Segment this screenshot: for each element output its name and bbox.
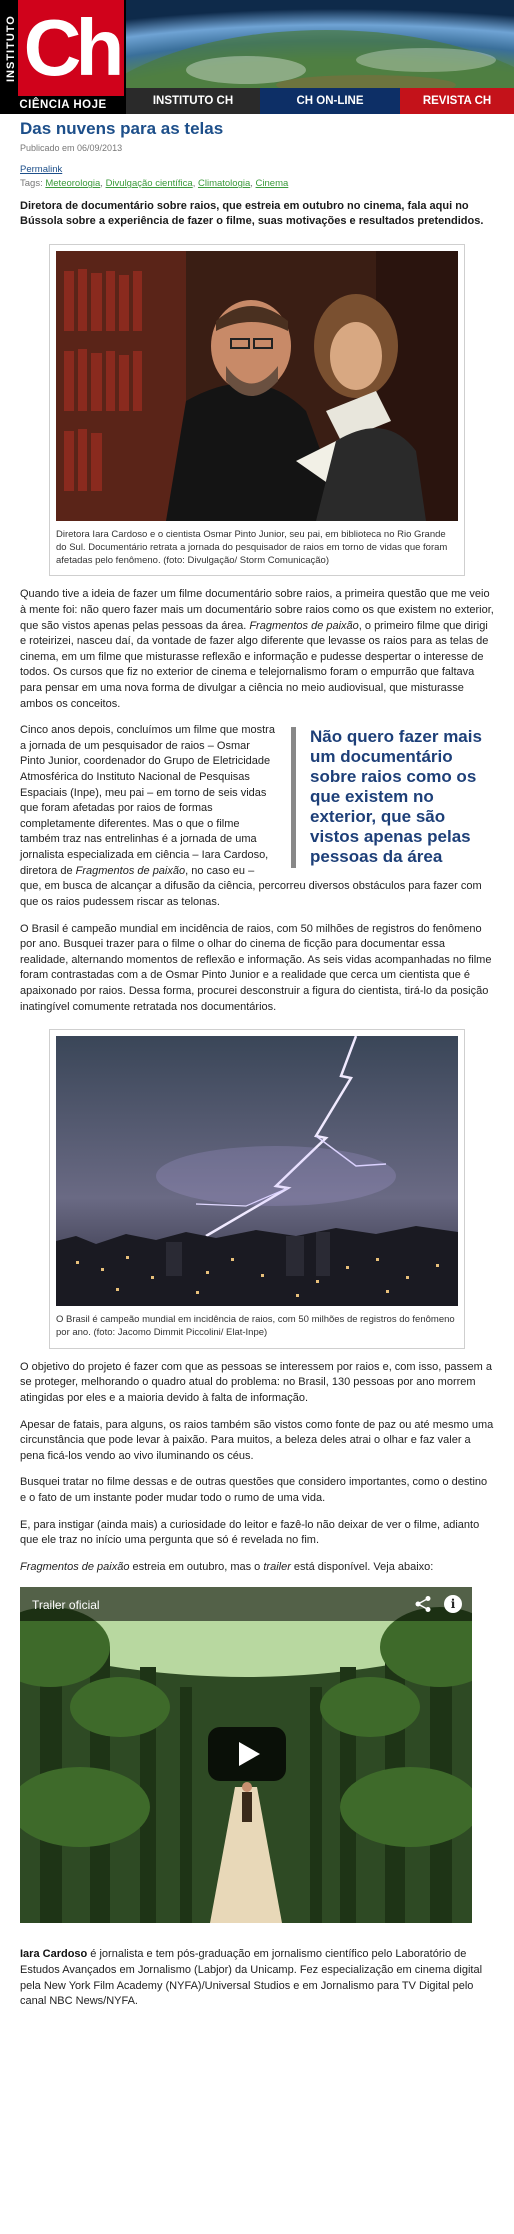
nav-ch-online[interactable]: CH ON-LINE — [260, 88, 400, 114]
figure-director-photo — [49, 244, 465, 576]
paragraph-4: O objetivo do projeto é fazer com que as pessoas se interessem por raios e, com isso, passem a se proteger, melhorando o quadro atual do problema: no Brasil, 130 pessoas por ano morrem atingidas por eles e a maioria devido à falta de informação. — [20, 1360, 493, 1404]
paragraph-2 — [20, 723, 494, 910]
p8-text-a: estreia em outubro, mas o — [129, 1560, 264, 1573]
article-content — [0, 118, 514, 2010]
lightning-city-photo — [56, 1036, 458, 1306]
p2-text-b: , no caso eu – que, em busca de alcançar a difusão da ciência, percorreu diversos obstáculos para fazer com que os raios pudessem riscar as telonas. — [20, 864, 482, 908]
article-lead: Diretora de documentário sobre raios, que estreia em outubro no cinema, fala aqui no Bússola sobre a experiência de fazer o filme, suas motivações e resultados pretendidos. — [20, 200, 484, 228]
p1-text-a: Quando tive a ideia de fazer um filme documentário sobre raios, a primeira questão que me veio à mente foi: não quero fazer mais um documentário sobre raios como os que existem no exterior, que são vistos apenas pelas pessoas da área. — [20, 588, 494, 632]
tags-label: Tags: — [20, 178, 43, 190]
header-globe-banner — [126, 0, 514, 88]
site-logo[interactable] — [0, 0, 126, 114]
video-title[interactable]: Trailer oficial — [32, 1598, 100, 1613]
figure-lightning-photo — [49, 1029, 465, 1349]
paragraph-8 — [20, 1560, 494, 1576]
figure1-caption: Diretora Iara Cardoso e o cientista Osmar Pinto Junior, seu pai, em biblioteca no Rio Grande do Sul. Documentário retrata a jornada do pesquisador de raios em torno de vidas que foram afetadas pelo fenômeno. (foto: Divulgação/ Storm Comunicação) — [56, 528, 448, 566]
author-bio-text: é jornalista e tem pós-graduação em jornalismo científico pelo Laboratório de Estudos Avançados em Jornalismo (Labjor) da Unicamp. Fez especialização em cinema digital pela New York Film Academy (NYFA)/Universal Studios e em Jornalismo para TV Digital pelo canal NBC News/NYFA. — [20, 1948, 483, 2008]
figure2-caption: O Brasil é campeão mundial em incidência de raios, com 50 milhões de registros do fenômeno por ano. (foto: Jacomo Dimmit Piccolini/ Elat-Inpe) — [56, 1314, 455, 1338]
logo-bottom-text: CIÊNCIA HOJE — [19, 99, 107, 111]
paragraph-1 — [20, 587, 494, 712]
tags-row: Tags: Meteorologia, Divulgação científica, Climatologia, Cinema — [20, 178, 289, 190]
trailer-video-player[interactable] — [20, 1587, 472, 1923]
permalink-link[interactable]: Permalink — [20, 164, 63, 176]
info-icon[interactable]: i — [444, 1595, 462, 1613]
p8-film-title: Fragmentos de paixão — [20, 1560, 130, 1573]
publish-date: Publicado em 06/09/2013 — [20, 143, 123, 153]
tag-meteorologia[interactable]: Meteorologia — [45, 178, 101, 190]
paragraph-6: Busquei tratar no filme dessas e de outras questões que considero importantes, como o destino e o fato de um instante poder mudar todo o rumo de uma vida. — [20, 1476, 488, 1505]
share-icon[interactable] — [414, 1595, 432, 1613]
nav-revista-ch[interactable]: REVISTA CH — [400, 88, 514, 114]
p1-film-title: Fragmentos de paixão — [249, 619, 359, 632]
nav-instituto-ch[interactable]: INSTITUTO CH — [126, 88, 260, 114]
pull-quote: Não quero fazer mais um documentário sobre raios como os que existem no exterior, que são vistos apenas pelas pessoas da área — [291, 727, 494, 867]
tag-cinema[interactable]: Cinema — [255, 178, 289, 190]
p2-text-a: Cinco anos depois, concluímos um filme que mostra a jornada de um pesquisador de raios – Osmar Pinto Junior, coordenador do Grupo de Eletricidade Atmosférica do Instituto Nacional de Pesquisas Espaciais (Inpe), meu pai – em torno de seis vidas que foram afetadas por raios de formas completamente diferentes. Mas o que o filme também traz nas entrelinhas é a jornada de uma jornalista especializada em ciência – Iara Cardoso, diretora de — [20, 724, 275, 877]
p2-film-title: Fragmentos de paixão — [75, 864, 186, 877]
play-button[interactable] — [208, 1727, 286, 1781]
author-bio — [20, 1947, 494, 2009]
author-name: Iara Cardoso — [20, 1948, 88, 1961]
play-icon — [208, 1727, 286, 1781]
paragraph-5: Apesar de fatais, para alguns, os raios também são vistos como fonte de paz ou até mesmo uma circunstância que pode levar à paixão. Para muitos, a beleza deles atrai o olhar e faz valer a pena ficá-los vendo ao vivo iluminando os céus. — [20, 1418, 494, 1462]
tag-divulgacao[interactable]: Divulgação científica — [105, 178, 193, 190]
logo-vertical-text: INSTITUTO — [5, 15, 17, 83]
p8-text-b: está disponível. Veja abaixo: — [290, 1560, 434, 1573]
paragraph-7: E, para instigar (ainda mais) a curiosidade do leitor e fazê-lo não deixar de ver o filme, adianto que ele traz no início uma pergunta que só é revelada no fim. — [20, 1518, 480, 1547]
paragraph-3: O Brasil é campeão mundial em incidência de raios, com 50 milhões de registros do fenômeno por ano. Busquei trazer para o filme o olhar do cinema de ficção para documentar essa realidade, alternando momentos de reflexão e informação. As seis vidas acompanhadas no filme foram contrastadas com a de Osmar Pinto Junior e a realidade que cerca um cientista que é apaixonado por raios. Dessa forma, procurei desconstruir a figura do cientista, tirá-lo da posição inatingível comumente retratada nos documentários. — [20, 922, 492, 1013]
site-header — [0, 0, 514, 114]
logo-ch-mark: Ch — [18, 0, 124, 96]
p8-trailer-word: trailer — [263, 1560, 291, 1573]
p1-text-b: , o primeiro filme que dirigi e roteirizei, nasceu daí, da vontade de fazer algo diferente que levasse os raios para as telas de cinema, em um filme que misturasse reflexão e informação e pudesse despertar o interesse de todos. Os cursos que fiz no exterior de cinema e telejornalismo foram o empurrão que faltava para pensar em uma nova forma de divulgar a ciência no meio audiovisual, que misturasse ambos os conceitos. — [20, 619, 489, 710]
director-and-scientist-photo — [56, 251, 458, 521]
main-nav — [126, 88, 514, 114]
tag-climatologia[interactable]: Climatologia — [197, 178, 251, 190]
article-title[interactable]: Das nuvens para as telas — [20, 119, 224, 138]
